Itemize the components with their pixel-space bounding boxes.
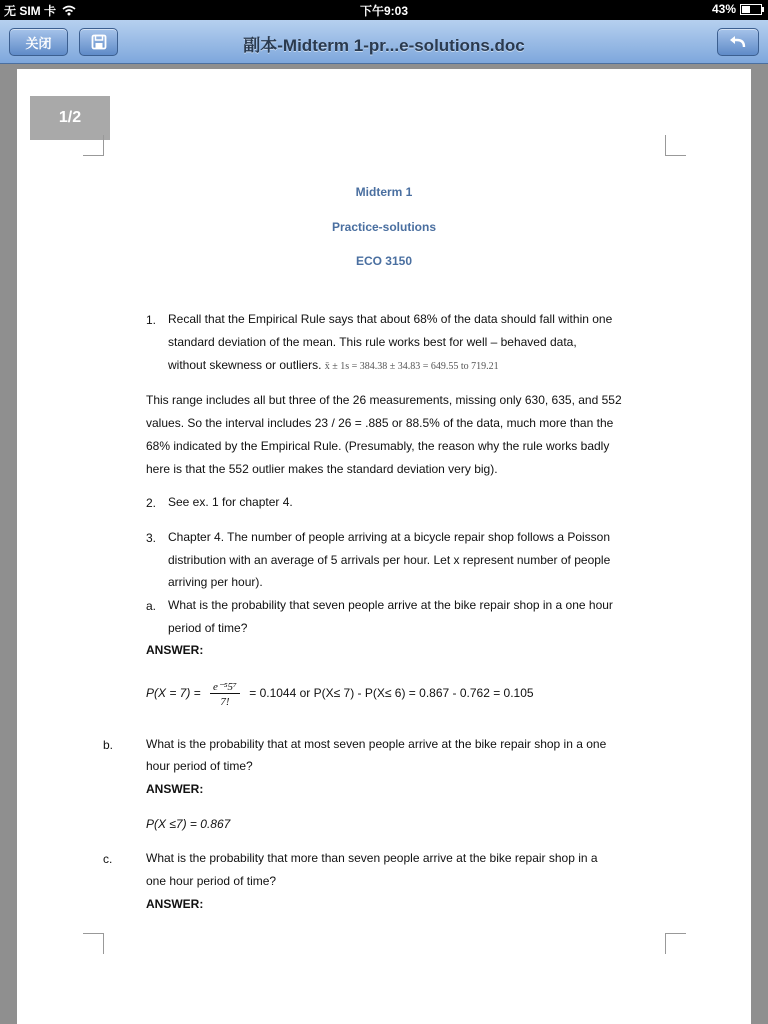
undo-icon <box>729 35 747 49</box>
heading-course: ECO 3150 <box>355 254 413 268</box>
qb-number: b. <box>103 738 114 752</box>
formula-a-numerator: e⁻⁵5⁷ <box>210 680 240 694</box>
crop-mark-top-right <box>665 135 686 156</box>
crop-mark-bottom-left <box>83 933 104 954</box>
q3-line2: distribution with an average of 5 arrivals per hour. Let x represent number of people <box>168 553 611 567</box>
save-icon <box>91 34 107 50</box>
crop-mark-bottom-right <box>665 933 686 954</box>
status-time: 下午9:03 <box>359 4 409 18</box>
crop-mark-top-left <box>83 135 104 156</box>
q3-number: 3. <box>146 531 157 545</box>
battery-icon <box>740 4 762 15</box>
heading-practice: Practice-solutions <box>331 220 437 234</box>
para1-line4: here is that the 552 outlier makes the standard deviation very big). <box>146 462 498 476</box>
status-right <box>712 2 762 16</box>
q1-line3: without skewness or outliers. <box>168 358 322 372</box>
q2-number: 2. <box>146 496 157 510</box>
q1-line2: standard deviation of the mean. This rule works best for well – behaved data, <box>168 335 577 349</box>
save-button[interactable] <box>79 28 118 56</box>
battery-percent: 43% <box>711 2 736 16</box>
status-bar <box>0 0 768 20</box>
answer-label-b: ANSWER: <box>146 782 204 796</box>
document-title: 副本-Midterm 1-pr...e-solutions.doc <box>243 36 525 55</box>
formula-a <box>146 680 534 708</box>
formula-a-fraction <box>210 680 240 708</box>
answer-label-a: ANSWER: <box>146 643 204 657</box>
qc-line1: What is the probability that more than seven people arrive at the bike repair shop in a <box>146 851 598 865</box>
heading-midterm: Midterm 1 <box>355 185 413 199</box>
para1-line1: This range includes all but three of the 26 measurements, missing only 630, 635, and 552 <box>146 393 622 407</box>
para1-line3: 68% indicated by the Empirical Rule. (Presumably, the reason why the rule works badly <box>146 439 610 453</box>
formula-b: P(X ≤7) = 0.867 <box>146 817 231 831</box>
answer-label-c: ANSWER: <box>146 897 204 911</box>
formula-a-lhs: P(X = 7) = <box>146 686 201 701</box>
q1-line3-wrap <box>168 354 665 378</box>
q1-line1: Recall that the Empirical Rule says that about 68% of the data should fall within one <box>168 312 613 326</box>
qa-number: a. <box>146 599 157 613</box>
qb-line2: hour period of time? <box>146 759 253 773</box>
formula-a-rhs: = 0.1044 or P(X≤ 7) - P(X≤ 6) = 0.867 - 0.762 = 0.105 <box>249 686 534 701</box>
page-indicator: 1/2 <box>30 96 110 140</box>
close-button[interactable]: 关闭 <box>9 28 68 56</box>
qc-number: c. <box>103 852 113 866</box>
qc-line2: one hour period of time? <box>146 874 277 888</box>
toolbar <box>0 20 768 64</box>
q2-text: See ex. 1 for chapter 4. <box>168 495 293 509</box>
q3-line1: Chapter 4. The number of people arriving at a bicycle repair shop follows a Poisson <box>168 530 611 544</box>
qb-line1: What is the probability that at most seven people arrive at the bike repair shop in a one <box>146 737 607 751</box>
q1-formula: x̄ ± 1s = 384.38 ± 34.83 = 649.55 to 719.21 <box>324 361 499 372</box>
formula-a-denominator: 7! <box>220 696 230 708</box>
undo-button[interactable] <box>717 28 759 56</box>
q3-line3: arriving per hour). <box>168 575 263 589</box>
q1-number: 1. <box>146 313 157 327</box>
carrier-label: 无 SIM 卡 <box>4 4 57 18</box>
para1-line2: values. So the interval includes 23 / 26 = .885 or 88.5% of the data, much more than the <box>146 416 614 430</box>
qa-line2: period of time? <box>168 621 248 635</box>
qa-line1: What is the probability that seven people arrive at the bike repair shop in a one hour <box>168 598 613 612</box>
